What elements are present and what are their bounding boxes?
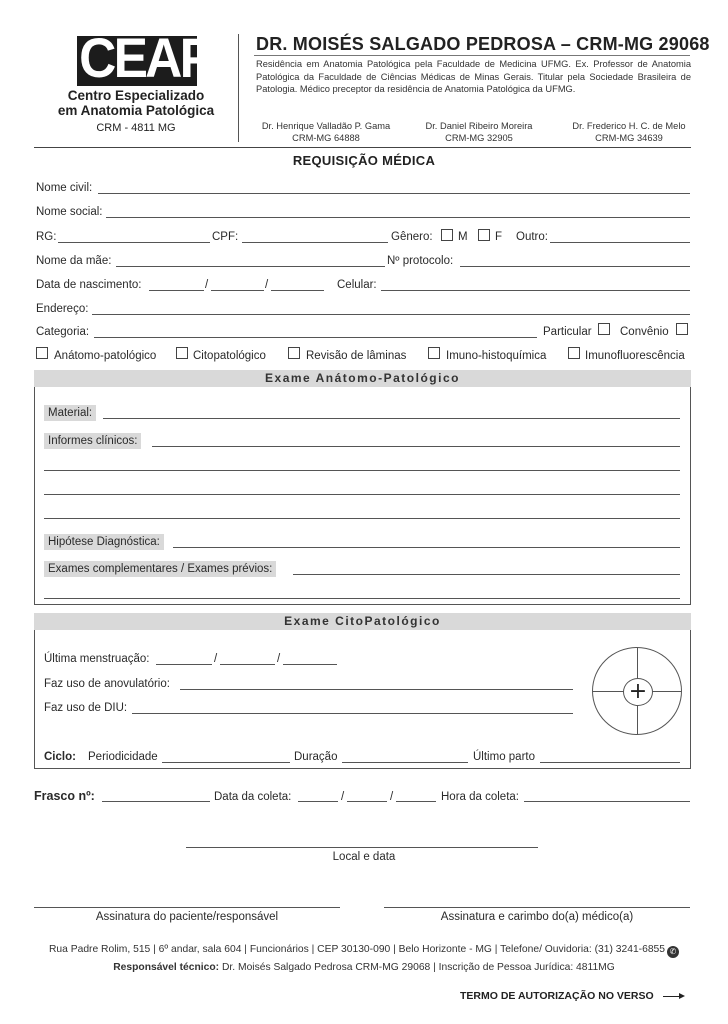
termo-verso-text: TERMO DE AUTORIZAÇÃO NO VERSO <box>460 990 654 1002</box>
genero-f-checkbox[interactable] <box>478 229 490 241</box>
categoria-label: Categoria: <box>36 326 90 338</box>
genero-f-label: F <box>495 231 503 243</box>
doctor-1-name: Dr. Henrique Valladão P. Gama <box>261 121 391 131</box>
citopatologico-checkbox[interactable] <box>176 347 188 359</box>
exames-complementares-line-2[interactable] <box>44 598 680 599</box>
doctor-title: DR. MOISÉS SALGADO PEDROSA – CRM-MG 29068 <box>256 34 710 54</box>
particular-label: Particular <box>543 326 592 338</box>
outro-label: Outro: <box>516 231 548 243</box>
menstruacao-sep-2: / <box>277 653 281 665</box>
material-field[interactable] <box>103 418 680 419</box>
logo-subtitle-line2: em Anatomia Patológica <box>57 103 215 118</box>
menstruacao-sep-1: / <box>214 653 218 665</box>
imunofluorescencia-label: Imunofluorescência <box>585 350 685 362</box>
particular-checkbox[interactable] <box>598 323 610 335</box>
imuno-histoquimica-checkbox[interactable] <box>428 347 440 359</box>
header-divider <box>238 34 239 142</box>
anovulatorio-label: Faz uso de anovulatório: <box>44 678 170 690</box>
outro-field[interactable] <box>550 242 690 243</box>
hora-coleta-field[interactable] <box>524 801 690 802</box>
hora-coleta-label: Hora da coleta: <box>441 791 519 803</box>
doctor-3-crm: CRM-MG 34639 <box>595 133 663 143</box>
assinatura-medico-field[interactable] <box>384 907 690 908</box>
categoria-field[interactable] <box>94 337 537 338</box>
whatsapp-icon: ✆ <box>667 946 679 958</box>
informes-clinicos-line-4[interactable] <box>44 518 680 519</box>
nome-social-field[interactable] <box>106 217 690 218</box>
logo-subtitle-line1: Centro Especializado <box>67 88 205 103</box>
menstruacao-dia-field[interactable] <box>156 664 212 665</box>
logo-text: CEAP <box>79 26 212 89</box>
endereco-field[interactable] <box>92 314 690 315</box>
doctor-2-name: Dr. Daniel Ribeiro Moreira <box>425 121 533 131</box>
revisao-laminas-label: Revisão de lâminas <box>306 350 407 362</box>
responsavel-label: Responsável técnico: <box>113 962 220 973</box>
ciclo-label: Ciclo: <box>44 751 76 763</box>
menstruacao-ano-field[interactable] <box>283 664 337 665</box>
assinatura-medico-label: Assinatura e carimbo do(a) médico(a) <box>440 911 634 923</box>
arrow-right-icon <box>663 996 683 997</box>
informes-clinicos-line-2[interactable] <box>44 470 680 471</box>
data-nascimento-label: Data de nascimento: <box>36 279 142 291</box>
logo-crm: CRM - 4811 MG <box>96 122 176 134</box>
coleta-sep-2: / <box>390 791 394 803</box>
anatomo-patologico-checkbox[interactable] <box>36 347 48 359</box>
protocolo-label: Nº protocolo: <box>387 255 454 267</box>
responsavel-text: Dr. Moisés Salgado Pedrosa CRM-MG 29068 | Inscrição de Pessoa Jurídica: 4811MG <box>221 962 615 973</box>
endereco-label: Endereço: <box>36 303 89 315</box>
data-coleta-label: Data da coleta: <box>214 791 292 803</box>
anatomo-patologico-label: Anátomo-patológico <box>54 350 157 362</box>
periodicidade-field[interactable] <box>162 762 290 763</box>
assinatura-paciente-label: Assinatura do paciente/responsável <box>95 911 279 923</box>
celular-field[interactable] <box>381 290 690 291</box>
informes-clinicos-line-3[interactable] <box>44 494 680 495</box>
header-bottom-rule <box>34 147 691 148</box>
coleta-sep-1: / <box>341 791 345 803</box>
footer-address <box>0 944 728 958</box>
menstruacao-mes-field[interactable] <box>220 664 275 665</box>
hipotese-diagnostica-field[interactable] <box>173 547 680 548</box>
ultimo-parto-label: Último parto <box>473 751 535 763</box>
doctor-2-crm: CRM-MG 32905 <box>445 133 513 143</box>
ultima-menstruacao-label: Última menstruação: <box>44 653 150 665</box>
doctor-description: Residência em Anatomia Patológica pela Faculdade de Medicina UFMG. Ex. Professor de Anatomia Patológica da Faculdade de Ciências Médicas de Minas Gerais. Titular pela Sociedade Brasileira de Patologia. Médico preceptor da residência de Anatomia Patológica da UFMG. <box>256 59 691 95</box>
footer-address-text: Rua Padre Rolim, 515 | 6º andar, sala 604 | Funcionários | CEP 30130-090 | Belo Horizonte - MG | Telefone/ Ouvidoria: (31) 3241-6855 <box>48 944 666 955</box>
informes-clinicos-field[interactable] <box>152 446 680 447</box>
nome-civil-label: Nome civil: <box>36 182 93 194</box>
imunofluorescencia-checkbox[interactable] <box>568 347 580 359</box>
convenio-checkbox[interactable] <box>676 323 688 335</box>
cervix-diagram[interactable] <box>592 647 682 735</box>
doctor-1 <box>256 120 396 144</box>
protocolo-field[interactable] <box>460 266 690 267</box>
cpf-label: CPF: <box>212 231 239 243</box>
cpf-field[interactable] <box>242 242 388 243</box>
celular-label: Celular: <box>337 279 377 291</box>
frasco-field[interactable] <box>102 801 210 802</box>
frasco-label: Frasco nº: <box>34 789 95 803</box>
diu-field[interactable] <box>132 713 573 714</box>
nascimento-mes-field[interactable] <box>211 290 264 291</box>
duracao-label: Duração <box>294 751 338 763</box>
nome-mae-label: Nome da mãe: <box>36 255 112 267</box>
form-title: REQUISIÇÃO MÉDICA <box>292 153 436 168</box>
doctor-3-name: Dr. Frederico H. C. de Melo <box>572 121 686 131</box>
nascimento-dia-field[interactable] <box>149 290 204 291</box>
cito-section-header: Exame CitoPatológico <box>34 613 691 630</box>
local-data-field[interactable] <box>186 847 538 848</box>
doctor-3 <box>564 120 694 144</box>
coleta-ano-field[interactable] <box>396 801 436 802</box>
exames-complementares-field[interactable] <box>293 574 680 575</box>
revisao-laminas-checkbox[interactable] <box>288 347 300 359</box>
hipotese-diagnostica-label: Hipótese Diagnóstica: <box>44 534 164 550</box>
rg-label: RG: <box>36 231 57 243</box>
citopatologico-label: Citopatológico <box>193 350 266 362</box>
diu-label: Faz uso de DIU: <box>44 702 128 714</box>
coleta-dia-field[interactable] <box>298 801 338 802</box>
exames-complementares-label: Exames complementares / Exames prévios: <box>44 561 276 577</box>
nascimento-ano-field[interactable] <box>271 290 324 291</box>
convenio-label: Convênio <box>620 326 669 338</box>
material-label: Material: <box>44 405 96 421</box>
rg-field[interactable] <box>58 242 210 243</box>
footer-responsavel <box>0 962 728 973</box>
cervix-center-icon: + <box>623 678 653 706</box>
anovulatorio-field[interactable] <box>180 689 573 690</box>
anatomo-section-header: Exame Anátomo-Patológico <box>34 370 691 387</box>
nome-civil-field[interactable] <box>98 193 690 194</box>
informes-clinicos-label: Informes clínicos: <box>44 433 141 449</box>
coleta-mes-field[interactable] <box>347 801 387 802</box>
doctor-2 <box>414 120 544 144</box>
nascimento-sep-2: / <box>265 279 269 291</box>
duracao-field[interactable] <box>342 762 468 763</box>
genero-label: Gênero: <box>391 231 433 243</box>
periodicidade-label: Periodicidade <box>88 751 158 763</box>
genero-m-label: M <box>458 231 468 243</box>
assinatura-paciente-field[interactable] <box>34 907 340 908</box>
local-data-label: Local e data <box>332 851 396 863</box>
nome-social-label: Nome social: <box>36 206 103 218</box>
nome-mae-field[interactable] <box>116 266 385 267</box>
imuno-histoquimica-label: Imuno-histoquímica <box>446 350 547 362</box>
title-underline <box>254 55 690 56</box>
doctor-1-crm: CRM-MG 64888 <box>292 133 360 143</box>
ultimo-parto-field[interactable] <box>540 762 680 763</box>
genero-m-checkbox[interactable] <box>441 229 453 241</box>
nascimento-sep-1: / <box>205 279 209 291</box>
